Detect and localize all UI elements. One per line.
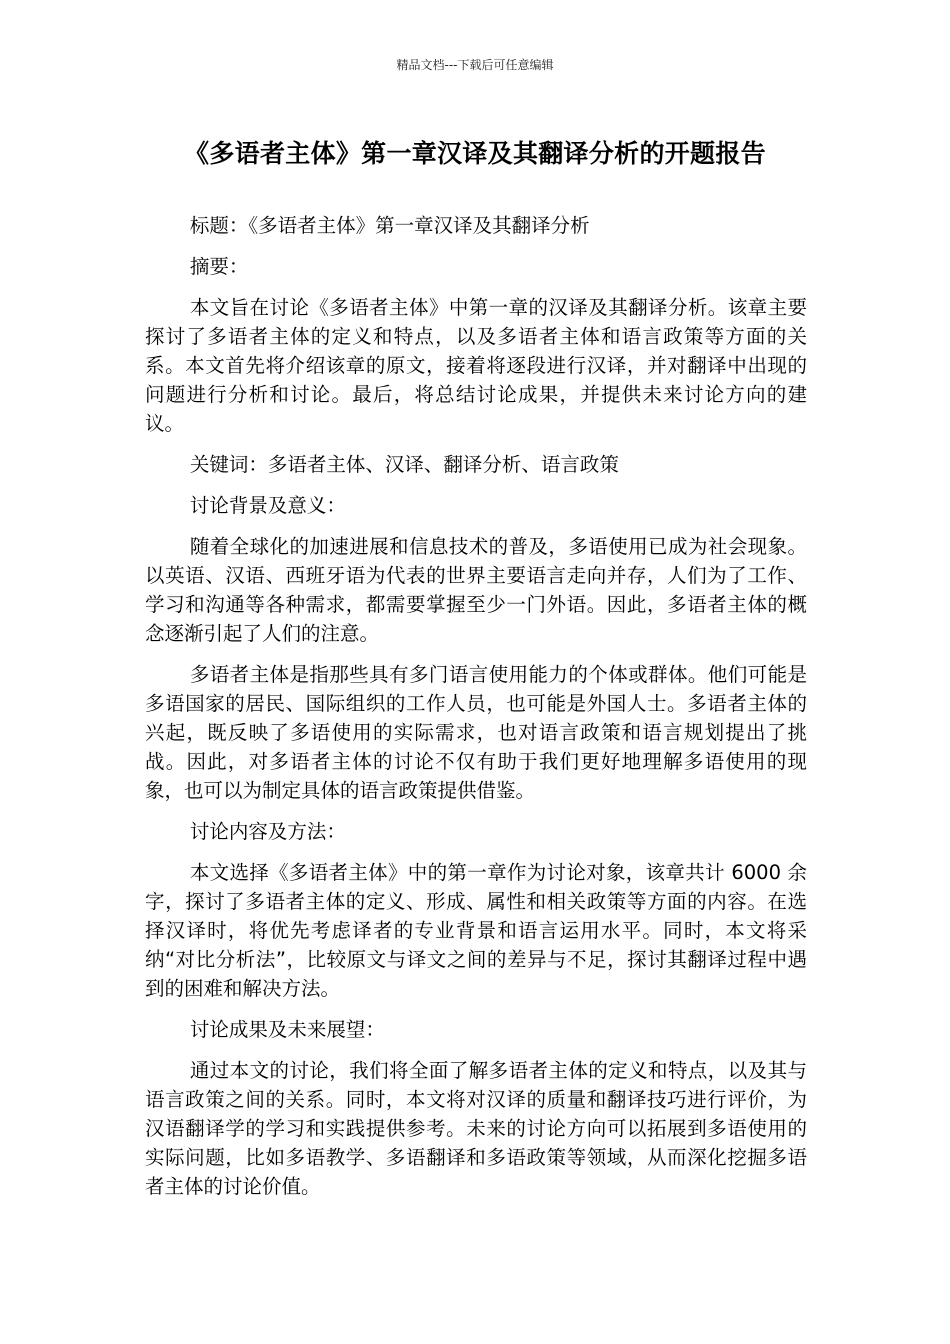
document-title: 《多语者主体》第一章汉译及其翻译分析的开题报告 [184, 139, 766, 168]
method-paragraph: 本文选择《多语者主体》中的第一章作为讨论对象，该章共计 6000 余字，探讨了多语者主体的定义、形成、属性和相关政策等方面的内容。在选择汉译时，将优先考虑译者的专业背景和语言运用水平。同时，本文将采纳“对比分析法”，比较原文与译文之间的差异与不足，探讨其翻译过程中遇到的困难和解决方法。 [145, 861, 807, 1000]
outlook-heading: 讨论成果及未来展望： [189, 1018, 385, 1041]
background-paragraph-1: 随着全球化的加速进展和信息技术的普及，多语使用已成为社会现象。以英语、汉语、西班牙语为代表的世界主要语言走向并存，人们为了工作、学习和沟通等各种需求，都需要掌握至少一门外语。因此，多语者主体的概念逐渐引起了人们的注意。 [145, 535, 807, 645]
outlook-paragraph: 通过本文的讨论，我们将全面了解多语者主体的定义和特点，以及其与语言政策之间的关系。同时，本文将对汉译的质量和翻译技巧进行评价，为汉语翻译学的学习和实践提供参考。未来的讨论方向可以拓展到多语使用的实际问题，比如多语教学、多语翻译和多语政策等领域，从而深化挖掘多语者主体的讨论价值。 [145, 1059, 807, 1198]
abstract-paragraph: 本文旨在讨论《多语者主体》中第一章的汉译及其翻译分析。该章主要探讨了多语者主体的定义和特点，以及多语者主体和语言政策等方面的关系。本文首先将介绍该章的原文，接着将逐段进行汉译，并对翻译中出现的问题进行分析和讨论。最后，将总结讨论成果，并提供未来讨论方向的建议。 [145, 296, 807, 435]
method-heading: 讨论内容及方法： [189, 820, 346, 843]
background-paragraph-2: 多语者主体是指那些具有多门语言使用能力的个体或群体。他们可能是多语国家的居民、国际组织的工作人员，也可能是外国人士。多语者主体的兴起，既反映了多语使用的实际需求，也对语言政策和语言规划提出了挑战。因此，对多语者主体的讨论不仅有助于我们更好地理解多语使用的现象，也可以为制定具体的语言政策提供借鉴。 [145, 663, 807, 802]
document-body [145, 211, 807, 1213]
background-heading: 讨论背景及意义： [189, 494, 346, 517]
title-line: 标题：《多语者主体》第一章汉译及其翻译分析 [189, 214, 590, 237]
keywords-line: 关键词：多语者主体、汉译、翻译分析、语言政策 [189, 453, 619, 476]
header-note: 精品文档---下载后可任意编辑 [396, 58, 554, 72]
abstract-heading: 摘要： [189, 255, 249, 278]
